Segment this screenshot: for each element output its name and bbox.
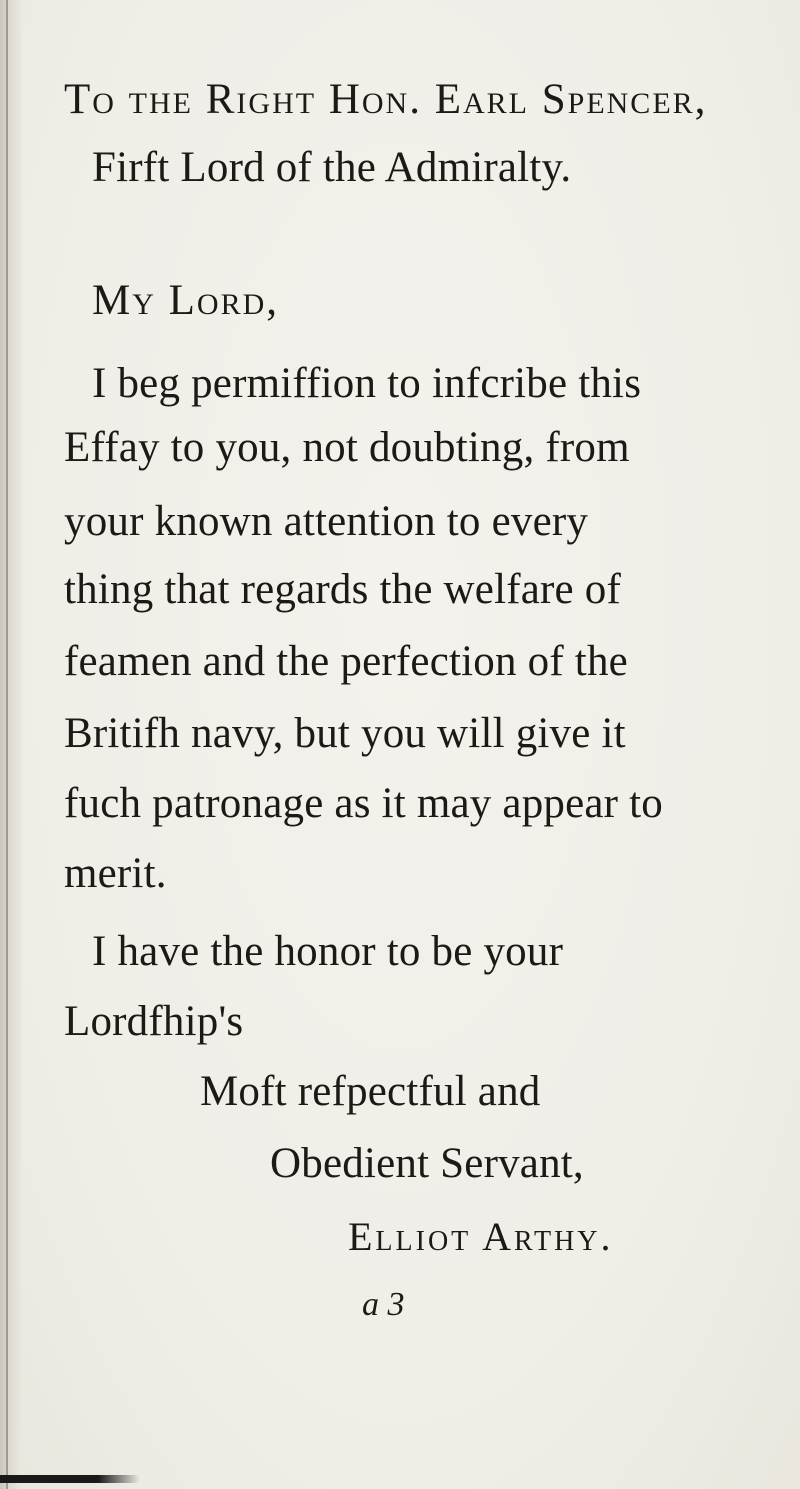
body-line-7: fuch patronage as it may appear to	[64, 780, 663, 827]
folio-signature-mark: a 3	[362, 1286, 405, 1323]
gutter-edge-line	[6, 0, 8, 1489]
address-line-2: Firft Lord of the Admiralty.	[92, 144, 572, 191]
body-line-5: feamen and the perfection of the	[64, 638, 628, 685]
signature: Elliot Arthy.	[348, 1214, 614, 1259]
page-gutter	[0, 0, 22, 1489]
salutation: My Lord,	[92, 277, 280, 324]
body-line-6: Britifh navy, but you will give it	[64, 710, 626, 757]
body-line-8: merit.	[64, 850, 167, 897]
address-line-1: To the Right Hon. Earl Spencer,	[64, 76, 708, 123]
closing-line-4: Obedient Servant,	[270, 1140, 584, 1187]
bottom-edge-mark	[0, 1475, 140, 1483]
closing-line-1: I have the honor to be your	[92, 928, 564, 975]
closing-line-3: Moft refpectful and	[200, 1068, 541, 1115]
body-line-3: your known attention to every	[64, 498, 589, 545]
body-line-2: Effay to you, not doubting, from	[64, 424, 630, 471]
closing-line-2: Lordfhip's	[64, 998, 244, 1045]
body-line-1: I beg permiffion to infcribe this	[92, 360, 642, 407]
body-line-4: thing that regards the welfare of	[64, 566, 622, 613]
